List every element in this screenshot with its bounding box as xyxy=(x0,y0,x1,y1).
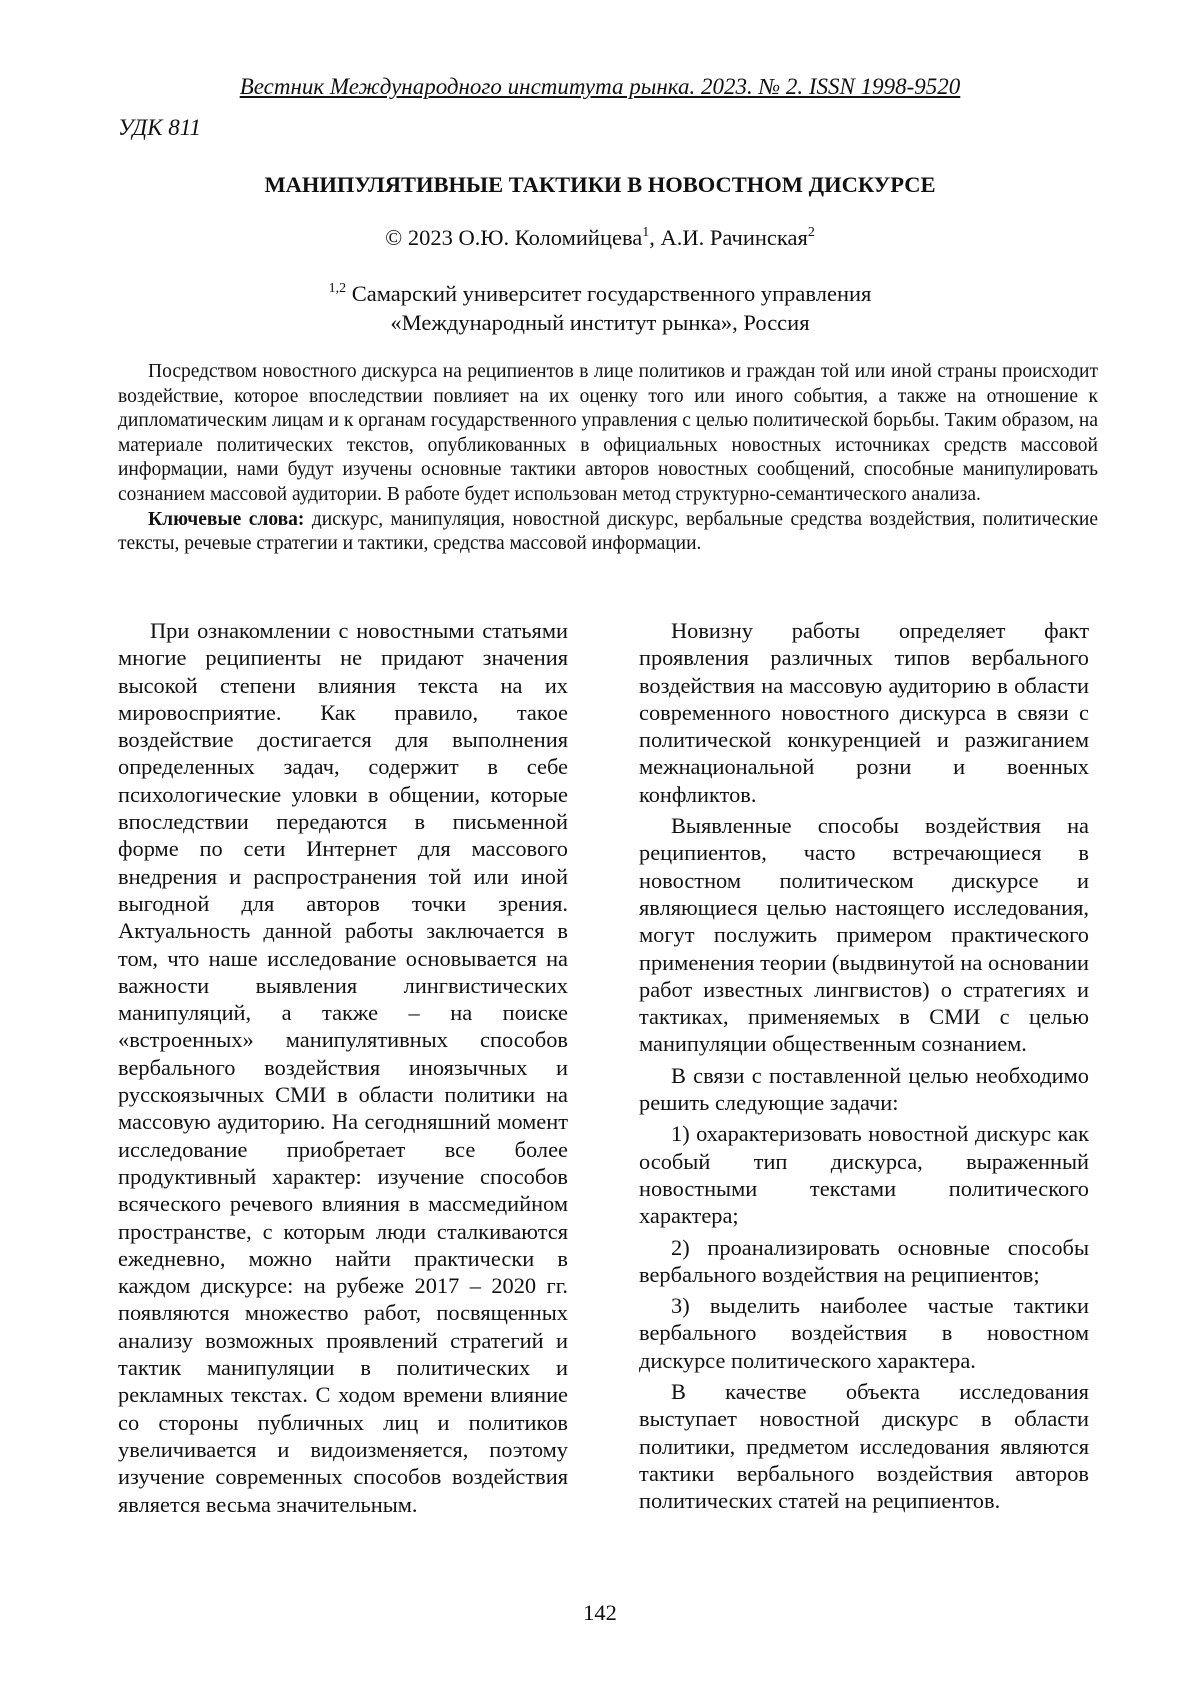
body-column-left xyxy=(118,617,568,1522)
journal-header xyxy=(0,72,1200,102)
affiliation-mark: 1,2 xyxy=(328,281,347,296)
abstract-text: Посредством новостного дискурса на реципиентов в лице политиков и граждан той или иной страны происходит воздействие, которое впоследствии повлияет на их оценку того или иного события, а также на отношение к дипломатическим лицам и к органам государственного управления с целью политической борьбы. Таким образом, на материале политических текстов, опубликованных в официальных новостных источниках средств массовой информации, нами будут изучены основные тактики авторов новостных сообщений, способные манипулировать сознанием массовой аудитории. В работе будет использован метод структурно-семантического анализа. xyxy=(118,361,1098,505)
udk-code: УДК 811 xyxy=(118,115,202,140)
affiliation-line-2: «Международный институт рынка», Россия xyxy=(390,310,810,335)
body-paragraph: Новизну работы определяет факт проявления различных типов вербального воздействия на массовую аудиторию в области современного новостного дискурса в связи с политической конкуренцией и разжиганием межнациональной розни и военных конфликтов. xyxy=(639,618,1089,807)
author-2-affiliation-mark: 2 xyxy=(807,225,815,240)
keywords-label: Ключевые слова: xyxy=(148,508,305,530)
authors-line xyxy=(0,223,1200,253)
body-paragraph: В качестве объекта исследования выступает новостной дискурс в области политики, предметом исследования являются тактики вербального воздействия авторов политических статей на реципиентов. xyxy=(639,1379,1089,1514)
author-2: , А.И. Рачинская xyxy=(649,225,808,250)
body-paragraph: При ознакомлении с новостными статьями многие реципиенты не придают значения высокой степени влияния текста на их мировосприятие. Как правило, такое воздействие достигается для выполнения определенных задач, содержит в себе психологические уловки в общении, которые впоследствии передаются в письменной форме по сети Интернет для массового внедрения и распространения той или иной выгодной для авторов точки зрения. Актуальность данной работы заключается в том, что наше исследование основывается на важности выявления лингвистических манипуляций, а также – на поиске «встроенных» манипулятивных способов вербального воздействия иноязычных и русскоязычных СМИ в области политики на массовую аудиторию. На сегодняшний момент исследование приобретает все более продуктивный характер: изучение способов всяческого речевого влияния в массмедийном пространстве, с которым люди сталкиваются ежедневно, можно найти практически в каждом дискурсе: на рубеже 2017 – 2020 гг. появляются множество работ, посвященных анализу возможных проявлений стратегий и тактик манипуляции в политических и рекламных текстах. С ходом времени влияние со стороны публичных лиц и политиков увеличивается и видоизменяется, поэтому изучение современных способов воздействия является весьма значительным. xyxy=(118,618,568,1517)
affiliation xyxy=(0,279,1200,337)
author-1: © 2023 О.Ю. Коломийцева xyxy=(385,225,643,250)
page-number: 142 xyxy=(583,1600,617,1625)
task-item-3: 3) выделить наиболее частые тактики вербального воздействия в новостном дискурсе политического характера. xyxy=(639,1293,1089,1373)
author-1-affiliation-mark: 1 xyxy=(642,225,650,240)
journal-citation: Вестник Международного института рынка. 2023. № 2. ISSN 1998-9520 xyxy=(239,74,961,99)
keywords-list: дискурс, манипуляция, новостной дискурс, вербальные средства воздействия, политические тексты, речевые стратегии и тактики, средства массовой информации. xyxy=(118,508,1099,555)
body-paragraph: В связи с поставленной целью необходимо решить следующие задачи: xyxy=(639,1062,1089,1116)
article-title: МАНИПУЛЯТИВНЫЕ ТАКТИКИ В НОВОСТНОМ ДИСКУРСЕ xyxy=(264,172,936,197)
task-item-2: 2) проанализировать основные способы вербального воздействия на реципиентов; xyxy=(639,1234,1089,1287)
abstract xyxy=(118,360,1098,557)
affiliation-line-1 xyxy=(0,279,1200,308)
body-column-right xyxy=(639,617,1089,1519)
body-paragraph: Выявленные способы воздействия на реципиентов, часто встречающиеся в новостном политическом дискурсе и являющиеся целью настоящего исследования, могут послужить примером практического применения теории (выдвинутой на основании работ известных лингвистов) о стратегиях и тактиках, применяемых в СМИ с целью манипуляции общественным сознанием. xyxy=(639,813,1089,1057)
keywords xyxy=(118,508,1098,557)
task-item-1: 1) охарактеризовать новостной дискурс как особый тип дискурса, выраженный новостными текстами политического характера; xyxy=(639,1121,1089,1229)
affiliation-name: Самарский университет государственного управления xyxy=(346,281,872,306)
